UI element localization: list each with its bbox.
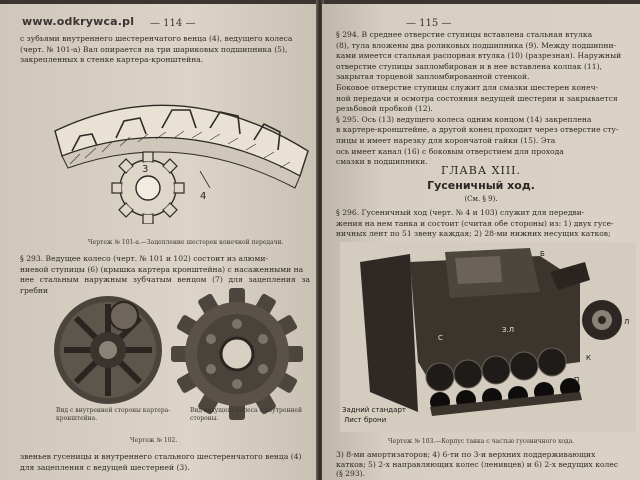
label-k: К <box>586 354 591 362</box>
right-bottom-text <box>336 450 632 479</box>
label-s: С <box>438 334 443 342</box>
text-line: § 295. Ось (13) ведущего колеса одним концом (14) закреплена <box>336 114 592 124</box>
text-line: нее стальным наружным зубчатым венцом (7) для зацепления за гребни <box>20 275 310 295</box>
right-page <box>322 4 640 480</box>
chapter-heading: ГЛАВА XIII. <box>440 164 522 177</box>
text-line: закрытая торцевой запломбированной стенкой. <box>336 72 530 82</box>
label-4: 4 <box>200 191 207 202</box>
text-line: Боковое отверстие ступицы служит для смазки шестерен конеч- <box>336 82 599 92</box>
right-section-text <box>336 208 632 240</box>
text-line: ось имеет канал (16) с боковым отверстием для прохода <box>336 146 564 156</box>
text-line: (§ 293). <box>336 469 366 479</box>
right-top-text <box>336 30 632 168</box>
text-line: ниевой ступицы (6) (крышка картера кронштейна) с насаженными на <box>20 264 304 274</box>
text-line: жения на нем танка и состоит (считая обе стороны) из: 1) двух гусе- <box>336 218 614 228</box>
text-line: ками имеется стальная распорная втулка (10) (разрезная). Наружный <box>336 51 622 61</box>
text-line: резьбовой пробкой (12). <box>336 104 433 114</box>
label-b: Б <box>540 250 545 258</box>
page-number-right: — 115 — <box>406 18 452 29</box>
text-line: пицы и имеет нарезку для корончатой гайки (15). Эта <box>336 135 556 145</box>
label-zl: З.Л <box>502 326 514 334</box>
figure2-caption: Чертеж № 102. <box>130 437 178 444</box>
text-line: закрепленных в стенке картера-кронштейна. <box>20 55 204 65</box>
label-l: Л <box>624 318 630 326</box>
gear-mesh-figure <box>50 76 315 224</box>
left-page <box>0 4 318 480</box>
text-line: (черт. № 101-а) Вал опирается на три шариковых подшипника (5), <box>20 44 288 54</box>
text-line: смазки в подшипники. <box>336 157 428 167</box>
text-line: с зубьями внутреннего шестеренчатого венца (4), ведущего колеса <box>20 34 293 43</box>
text-line: катков; 5) 2-х направляющих колес (ленивцев) и 6) 2-х ведущих колес <box>336 459 619 469</box>
photo-caption-left: Вид с внутренней стороны картера-кронштейна. <box>56 407 171 422</box>
text-line: § 296. Гусеничный ход (черт. № 4 и 103) служит для передви- <box>336 208 585 217</box>
left-bottom-text <box>20 452 312 473</box>
chapter-reference: (См. § 9). <box>464 195 498 203</box>
photo-caption-right: Вид ведущего колеса с внутренней стороны. <box>190 407 302 422</box>
chapter-title: Гусеничный ход. <box>427 179 535 192</box>
drive-sprocket-photo <box>170 287 305 422</box>
text-line: ничных лент по 51 звену каждая; 2) 28-ми нижних несущих катков; <box>336 229 611 239</box>
tank-hull-photo <box>340 242 636 432</box>
page-number-left: — 114 — <box>150 18 196 29</box>
figure1-caption: Чертеж № 101-а.—Зацепление шестерен конечной передачи. <box>88 239 284 246</box>
text-line: в картере-кронштейне, а другой конец проходит через отверстие сту- <box>336 125 619 135</box>
wheel-inner-photo <box>52 294 164 406</box>
text-line: 3) 8-ми амортизаторов; 4) 6-ти по 3-и верхних поддерживающих <box>336 450 596 459</box>
text-line: ной передачи и осмотра состояния ведущей шестерни и закрывается <box>336 93 618 103</box>
text-line: для зацепления с ведущей шестерней (3). <box>20 462 190 472</box>
label-g: Г <box>570 268 575 276</box>
label-3: 3 <box>142 164 149 175</box>
text-line: § 293. Ведущее колесо (черт. № 101 и 102) состоит из алюми- <box>20 254 268 263</box>
text-line: § 294. В среднее отверстие ступицы вставлена стальная втулка <box>336 30 593 39</box>
label-rear-stand: Задний стандарт <box>342 406 406 414</box>
text-line: (8), тула вложены два роликовых подшипника (9). Между подшипни- <box>336 40 617 50</box>
text-line: отверстие ступицы запломбирован и в нее вставлена колпак (11), <box>336 61 602 71</box>
text-line: звеньев гусеницы и внутреннего стального шестеренчатого венца (4) <box>20 452 302 461</box>
label-p: П <box>574 376 580 384</box>
label-armor-sheet: Лист брони <box>344 416 387 424</box>
figure3-caption: Чертеж № 103.—Корпус танка с частью гусеничного хода. <box>388 438 575 445</box>
watermark: www.odkrywca.pl <box>22 15 135 28</box>
left-top-text <box>20 34 310 66</box>
